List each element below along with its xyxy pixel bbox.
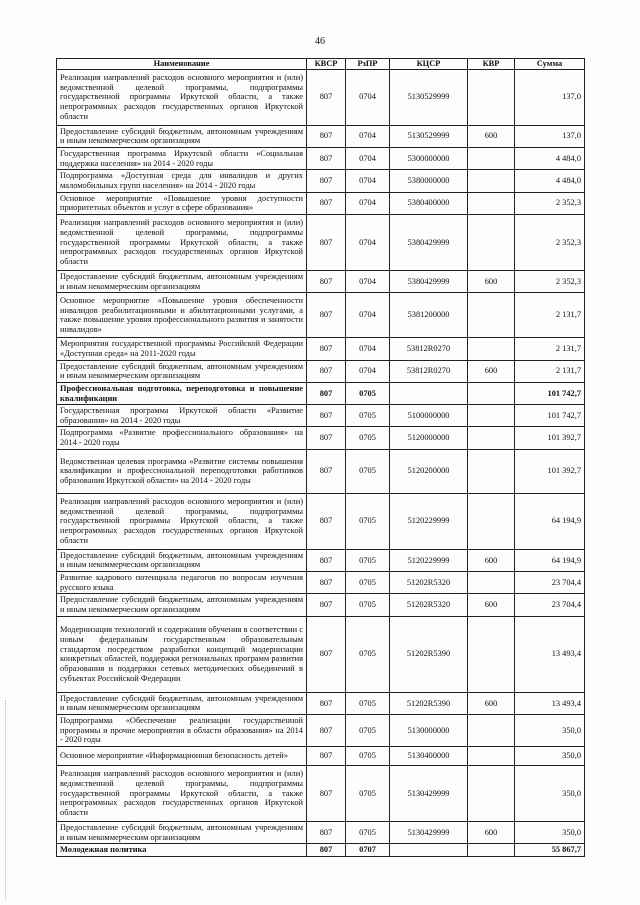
cell-kvsr: 807 [307, 594, 346, 616]
cell-name: Ведомственная целевая программа «Развитие системы повышения квалификации и профессиональной переподготовки работников образования Иркутской области» на 2014 - 2020 годы [57, 449, 307, 493]
cell-sum: 137,0 [515, 125, 585, 147]
cell-kvr [468, 616, 515, 692]
cell-kvsr: 807 [307, 270, 346, 292]
cell-kcsr: 5380429999 [390, 270, 468, 292]
cell-sum: 4 484,0 [515, 170, 585, 192]
cell-kcsr: 51202R5320 [390, 572, 468, 594]
cell-rzpr: 0705 [346, 594, 390, 616]
cell-sum: 4 484,0 [515, 147, 585, 169]
cell-kvsr: 807 [307, 382, 346, 404]
cell-kvr: 600 [468, 360, 515, 382]
cell-kvsr: 807 [307, 715, 346, 747]
cell-kcsr: 5380400000 [390, 192, 468, 214]
cell-sum: 23 704,4 [515, 594, 585, 616]
cell-kvr: 600 [468, 594, 515, 616]
cell-kcsr [390, 382, 468, 404]
cell-sum: 137,0 [515, 69, 585, 125]
cell-kvr: 600 [468, 822, 515, 844]
cell-kvsr: 807 [307, 214, 346, 270]
table-row [57, 449, 585, 493]
cell-kvr: 600 [468, 270, 515, 292]
cell-kcsr: 5130529999 [390, 125, 468, 147]
table-row [57, 493, 585, 549]
header-name: Наименование [57, 59, 307, 70]
cell-kcsr: 53812R0270 [390, 360, 468, 382]
cell-kvsr: 807 [307, 493, 346, 549]
cell-name: Развитие кадрового потенциала педагогов по вопросам изучения русского языка [57, 572, 307, 594]
cell-kcsr: 5100000000 [390, 405, 468, 427]
cell-rzpr: 0704 [346, 170, 390, 192]
cell-kvr [468, 214, 515, 270]
cell-rzpr: 0704 [346, 125, 390, 147]
cell-kcsr: 5120000000 [390, 427, 468, 449]
cell-rzpr: 0705 [346, 747, 390, 766]
cell-rzpr: 0705 [346, 382, 390, 404]
table-row [57, 822, 585, 844]
cell-sum: 64 194,9 [515, 493, 585, 549]
cell-rzpr: 0705 [346, 493, 390, 549]
cell-rzpr: 0705 [346, 766, 390, 822]
cell-kcsr: 5130000000 [390, 715, 468, 747]
cell-rzpr: 0704 [346, 214, 390, 270]
cell-kvsr: 807 [307, 170, 346, 192]
cell-rzpr: 0707 [346, 844, 390, 857]
cell-kvr [468, 766, 515, 822]
cell-kvsr: 807 [307, 822, 346, 844]
cell-name: Предоставление субсидий бюджетным, автономным учреждениям и иным некоммерческим организациям [57, 549, 307, 571]
table-row [57, 338, 585, 360]
cell-kvsr: 807 [307, 549, 346, 571]
cell-name: Предоставление субсидий бюджетным, автономным учреждениям и иным некоммерческим организациям [57, 360, 307, 382]
cell-name: Государственная программа Иркутской области «Развитие образования» на 2014 - 2020 годы [57, 405, 307, 427]
cell-kvsr: 807 [307, 572, 346, 594]
cell-kvsr: 807 [307, 427, 346, 449]
cell-rzpr: 0705 [346, 715, 390, 747]
cell-sum: 2 131,7 [515, 338, 585, 360]
cell-kvr [468, 449, 515, 493]
cell-sum: 101 742,7 [515, 382, 585, 404]
table-row [57, 616, 585, 692]
cell-kcsr: 5130529999 [390, 69, 468, 125]
cell-rzpr: 0705 [346, 692, 390, 714]
cell-kcsr: 51202R5320 [390, 594, 468, 616]
cell-name: Подпрограмма «Обеспечение реализации государственной программы и прочие мероприятия в области образования» на 2014 - 2020 годы [57, 715, 307, 747]
cell-name: Профессиональная подготовка, переподготовка и повышение квалификации [57, 382, 307, 404]
cell-kvsr: 807 [307, 405, 346, 427]
cell-kcsr: 5120229999 [390, 493, 468, 549]
cell-kvr: 600 [468, 125, 515, 147]
cell-name: Подпрограмма «Развитие профессионального образования» на 2014 - 2020 годы [57, 427, 307, 449]
cell-sum: 64 194,9 [515, 549, 585, 571]
cell-kvr: 600 [468, 549, 515, 571]
table-row [57, 382, 585, 404]
cell-kcsr: 5120200000 [390, 449, 468, 493]
cell-sum: 13 493,4 [515, 616, 585, 692]
table-row [57, 270, 585, 292]
table-row [57, 572, 585, 594]
header-kcsr: КЦСР [390, 59, 468, 70]
cell-kvsr: 807 [307, 147, 346, 169]
cell-kvr [468, 382, 515, 404]
cell-kvr [468, 170, 515, 192]
cell-kvsr: 807 [307, 360, 346, 382]
cell-rzpr: 0704 [346, 270, 390, 292]
cell-kvsr: 807 [307, 192, 346, 214]
table-row [57, 405, 585, 427]
cell-kcsr [390, 844, 468, 857]
header-rzpr: РзПР [346, 59, 390, 70]
table-row [57, 125, 585, 147]
cell-kvsr: 807 [307, 449, 346, 493]
cell-rzpr: 0704 [346, 360, 390, 382]
table-row [57, 147, 585, 169]
cell-rzpr: 0705 [346, 616, 390, 692]
cell-sum: 55 867,7 [515, 844, 585, 857]
cell-rzpr: 0705 [346, 549, 390, 571]
cell-sum: 101 742,7 [515, 405, 585, 427]
cell-kvsr: 807 [307, 766, 346, 822]
cell-kvr [468, 572, 515, 594]
cell-kcsr: 5130429999 [390, 822, 468, 844]
cell-name: Предоставление субсидий бюджетным, автономным учреждениям и иным некоммерческим организациям [57, 125, 307, 147]
cell-rzpr: 0704 [346, 69, 390, 125]
budget-table [56, 58, 585, 857]
cell-kvr [468, 715, 515, 747]
cell-rzpr: 0704 [346, 192, 390, 214]
cell-sum: 2 131,7 [515, 360, 585, 382]
table-row [57, 766, 585, 822]
cell-name: Реализация направлений расходов основного мероприятия и (или) ведомственной целевой программы, подпрограммы государственной программы Иркутской области, а также непрограммных расходов государственных органов Иркутской области [57, 214, 307, 270]
cell-kcsr: 5380000000 [390, 170, 468, 192]
cell-kvr [468, 427, 515, 449]
cell-kvsr: 807 [307, 69, 346, 125]
cell-sum: 2 352,3 [515, 192, 585, 214]
cell-rzpr: 0704 [346, 147, 390, 169]
cell-kvr [468, 69, 515, 125]
cell-name: Модернизация технологий и содержания обучения в соответствии с новым федеральным государственным образовательным стандартом посредством разработки концепций модернизации конкретных областей, поддержки региональных программ развития образования и поддержки сетевых методических объединений в субъектах Российской Федерации [57, 616, 307, 692]
cell-kcsr: 51202R5390 [390, 616, 468, 692]
cell-kcsr: 5120229999 [390, 549, 468, 571]
table-row [57, 715, 585, 747]
cell-kcsr: 5130429999 [390, 766, 468, 822]
cell-sum: 13 493,4 [515, 692, 585, 714]
cell-kvsr: 807 [307, 125, 346, 147]
cell-kvr [468, 147, 515, 169]
header-sum: Сумма [515, 59, 585, 70]
cell-rzpr: 0704 [346, 293, 390, 338]
cell-sum: 2 131,7 [515, 293, 585, 338]
cell-sum: 101 392,7 [515, 449, 585, 493]
cell-sum: 350,0 [515, 747, 585, 766]
cell-kvr [468, 338, 515, 360]
cell-sum: 350,0 [515, 822, 585, 844]
cell-rzpr: 0705 [346, 405, 390, 427]
table-row [57, 192, 585, 214]
cell-name: Основное мероприятие «Информационная безопасность детей» [57, 747, 307, 766]
table-row [57, 170, 585, 192]
cell-rzpr: 0705 [346, 572, 390, 594]
cell-rzpr: 0705 [346, 822, 390, 844]
cell-kvr [468, 844, 515, 857]
table-row [57, 360, 585, 382]
cell-kcsr: 51202R5390 [390, 692, 468, 714]
cell-kcsr: 5380429999 [390, 214, 468, 270]
cell-rzpr: 0704 [346, 338, 390, 360]
page-number: 46 [315, 36, 325, 47]
table-body [57, 69, 585, 856]
cell-name: Молодежная политика [57, 844, 307, 857]
table-row [57, 427, 585, 449]
cell-sum: 23 704,4 [515, 572, 585, 594]
cell-sum: 101 392,7 [515, 427, 585, 449]
cell-kcsr: 5130400000 [390, 747, 468, 766]
table-row [57, 747, 585, 766]
cell-kcsr: 5381200000 [390, 293, 468, 338]
cell-sum: 350,0 [515, 715, 585, 747]
cell-kvr [468, 493, 515, 549]
table-row [57, 692, 585, 714]
cell-name: Реализация направлений расходов основного мероприятия и (или) ведомственной целевой программы, подпрограммы государственной программы Иркутской области, а также непрограммных расходов государственных органов Иркутской области [57, 493, 307, 549]
cell-kvsr: 807 [307, 844, 346, 857]
cell-kvr [468, 747, 515, 766]
cell-name: Предоставление субсидий бюджетным, автономным учреждениям и иным некоммерческим организациям [57, 270, 307, 292]
table-header-row [57, 59, 585, 70]
cell-name: Реализация направлений расходов основного мероприятия и (или) ведомственной целевой программы, подпрограммы государственной программы Иркутской области, а также непрограммных расходов государственных органов Иркутской области [57, 69, 307, 125]
cell-name: Предоставление субсидий бюджетным, автономным учреждениям и иным некоммерческим организациям [57, 594, 307, 616]
header-kvsr: КВСР [307, 59, 346, 70]
cell-name: Реализация направлений расходов основного мероприятия и (или) ведомственной целевой программы, подпрограммы государственной программы Иркутской области, а также непрограммных расходов государственных органов Иркутской области [57, 766, 307, 822]
cell-kvsr: 807 [307, 293, 346, 338]
cell-kvr [468, 405, 515, 427]
scan-margin-marks [5, 700, 8, 900]
cell-name: Мероприятия государственной программы Российской Федерации «Доступная среда» на 2011-2020 годы [57, 338, 307, 360]
cell-name: Подпрограмма «Доступная среда для инвалидов и других маломобильных групп населения» на 2014 - 2020 годы [57, 170, 307, 192]
cell-name: Основное мероприятие «Повышение уровня доступности приоритетных объектов и услуг в сфере образования» [57, 192, 307, 214]
header-kvr: КВР [468, 59, 515, 70]
cell-kvsr: 807 [307, 338, 346, 360]
table-row [57, 69, 585, 125]
cell-sum: 2 352,3 [515, 270, 585, 292]
cell-kvsr: 807 [307, 692, 346, 714]
cell-kcsr: 53812R0270 [390, 338, 468, 360]
cell-name: Государственная программа Иркутской области «Социальная поддержка населения» на 2014 - 2020 годы [57, 147, 307, 169]
table-row [57, 214, 585, 270]
cell-sum: 350,0 [515, 766, 585, 822]
cell-kvsr: 807 [307, 616, 346, 692]
cell-name: Основное мероприятие «Повышение уровня обеспеченности инвалидов реабилитационными и абилитационными услугами, а также повышение уровня профессионального развития и занятости инвалидов» [57, 293, 307, 338]
cell-kvr [468, 293, 515, 338]
table-row [57, 549, 585, 571]
cell-kvr [468, 192, 515, 214]
table-row [57, 594, 585, 616]
cell-rzpr: 0705 [346, 449, 390, 493]
cell-kvr: 600 [468, 692, 515, 714]
cell-kvsr: 807 [307, 747, 346, 766]
cell-kcsr: 5300000000 [390, 147, 468, 169]
cell-name: Предоставление субсидий бюджетным, автономным учреждениям и иным некоммерческим организациям [57, 692, 307, 714]
cell-rzpr: 0705 [346, 427, 390, 449]
cell-sum: 2 352,3 [515, 214, 585, 270]
table-row [57, 293, 585, 338]
table-row [57, 844, 585, 857]
cell-name: Предоставление субсидий бюджетным, автономным учреждениям и иным некоммерческим организациям [57, 822, 307, 844]
